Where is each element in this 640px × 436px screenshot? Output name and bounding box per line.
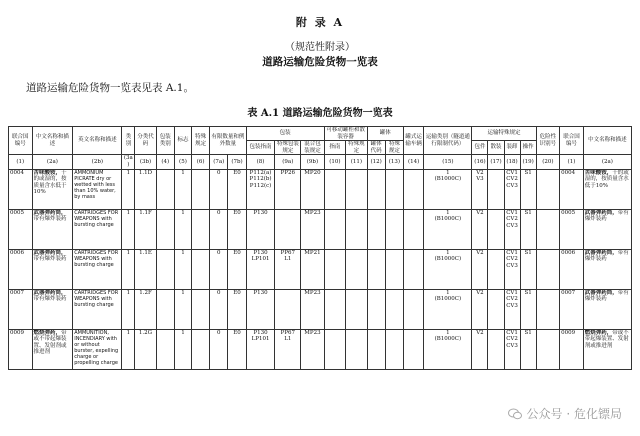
tank-special-cell [385, 209, 403, 249]
packing-instruction-cell-line: LP101 [251, 336, 270, 343]
special-provisions-cell [192, 329, 210, 369]
header-sp-loading: 装卸 [504, 141, 520, 155]
tank-special-cell [385, 249, 403, 289]
tank-vehicle-cell [403, 329, 423, 369]
column-number-cell: (6) [192, 155, 210, 169]
cn-name-cell [32, 169, 73, 209]
tank-special-cell [385, 169, 403, 209]
sp-bulk-cell [488, 169, 504, 209]
column-number-cell: (18) [504, 155, 520, 169]
cn-name-cell [32, 249, 73, 289]
portable-special-cell [346, 329, 367, 369]
column-number-cell: (10) [324, 155, 345, 169]
label-cell: 1 [174, 169, 191, 209]
cn-name-cell-bold: 武器弹药筒， [33, 209, 67, 216]
tank-code-cell [367, 249, 385, 289]
cn-name-repeat-cell-bold: 武器弹药筒， [584, 289, 618, 296]
wechat-icon [508, 408, 522, 420]
sp-loading-cell [504, 209, 520, 249]
transport-category-cell [424, 289, 472, 329]
sp-operation-cell: S1 [520, 249, 536, 289]
column-number-cell: (1) [560, 155, 584, 169]
packing-group-cell [156, 329, 174, 369]
hazard-id-cell [536, 329, 560, 369]
sp-loading-cell-line: CV3 [506, 342, 518, 349]
sp-loading-cell-line: CV1 [506, 329, 518, 336]
packing-instruction-cell [246, 169, 275, 209]
column-number-cell: (1) [9, 155, 33, 169]
cn-name-repeat-cell [583, 289, 631, 329]
cn-name-repeat-cell [583, 249, 631, 289]
cn-name-repeat-cell-rest: 带有爆炸装药 [584, 249, 629, 263]
header-portable-special: 特殊规定 [346, 141, 367, 155]
cn-name-repeat-cell [583, 209, 631, 249]
special-packing-cell: PP67 L1 [275, 249, 301, 289]
mixed-packing-cell: MP23 [301, 289, 325, 329]
packing-instruction-cell-line: P130 [253, 209, 268, 216]
sp-package-cell [472, 169, 488, 209]
header-sp-package: 包件 [472, 141, 488, 155]
mixed-packing-cell: MP23 [301, 209, 325, 249]
header-cn-name-repeat: 中文名称和描述 [583, 127, 631, 155]
header-un-number: 联合国编号 [9, 127, 33, 155]
portable-instruction-cell [324, 329, 345, 369]
dangerous-goods-table-container [8, 126, 632, 432]
packing-instruction-cell [246, 289, 275, 329]
packing-instruction-cell-line: LP101 [251, 256, 270, 263]
class-cell: 1 [122, 329, 135, 369]
header-label: 标志 [174, 127, 191, 155]
transport-category-line: (B1000C) [434, 296, 462, 303]
sp-bulk-cell [488, 289, 504, 329]
cn-name-repeat-cell-bold: 燃烧弹药， [584, 329, 613, 336]
packing-instruction-cell-line: P112(b) [249, 176, 272, 183]
header-portable-tanks: 可移动罐柜和散装容器 [324, 127, 367, 141]
sp-loading-cell [504, 289, 520, 329]
sp-bulk-cell [488, 249, 504, 289]
mixed-packing-cell: MP23 [301, 329, 325, 369]
mixed-packing-cell: MP21 [301, 249, 325, 289]
hazard-id-cell [536, 249, 560, 289]
column-number-cell: (4) [156, 155, 174, 169]
cn-name-cell-bold: 苦味酸铵， [33, 169, 62, 176]
special-packing-cell: PP26 [275, 169, 301, 209]
un-number-cell: 0005 [9, 209, 33, 249]
limited-quantity-cell: 0 [210, 329, 228, 369]
portable-instruction-cell [324, 169, 345, 209]
label-cell: 1 [174, 329, 191, 369]
sp-package-cell [472, 209, 488, 249]
packing-instruction-cell-line: P112(c) [249, 182, 272, 189]
mixed-packing-cell: MP20 [301, 169, 325, 209]
column-number-cell: (9b) [301, 155, 325, 169]
header-transport-special: 运输特殊规定 [472, 127, 536, 141]
class-cell: 1 [122, 209, 135, 249]
hazard-id-cell [536, 169, 560, 209]
header-sp-bulk: 散装 [488, 141, 504, 155]
excepted-quantity-cell: E0 [228, 329, 246, 369]
sp-package-cell-line: V2 [476, 249, 484, 256]
table-row [9, 289, 632, 329]
en-name-cell: CARTRIDGES FOR WEAPONS with bursting charge [73, 289, 122, 329]
portable-special-cell [346, 289, 367, 329]
cn-name-repeat-cell-rest: 带有爆炸装药 [584, 289, 629, 303]
un-number-cell: 0004 [9, 169, 33, 209]
hazard-id-cell [536, 209, 560, 249]
transport-category-line: 1 [446, 329, 450, 336]
column-number-cell: (11) [346, 155, 367, 169]
tank-code-cell [367, 209, 385, 249]
transport-category-line: 1 [446, 209, 450, 216]
appendix-main-title: 道路运输危险货物一览表 [262, 56, 378, 68]
sp-loading-cell-line: CV3 [506, 262, 518, 269]
cn-name-repeat-cell-bold: 武器弹药筒， [584, 249, 618, 256]
transport-category-cell [424, 249, 472, 289]
limited-quantity-cell: 0 [210, 289, 228, 329]
portable-instruction-cell [324, 249, 345, 289]
column-number-cell: (14) [403, 155, 423, 169]
header-portable-instruction: 指南 [324, 141, 345, 155]
classification-code-cell: 1.1F [135, 209, 156, 249]
sp-package-cell-line: V2 [476, 169, 484, 176]
packing-group-cell [156, 289, 174, 329]
en-name-cell: CARTRIDGES FOR WEAPONS with bursting charge [73, 209, 122, 249]
table-body [9, 169, 632, 369]
cn-name-cell-bold: 武器弹药筒， [33, 289, 67, 296]
un-number-repeat-cell: 0009 [560, 329, 584, 369]
watermark-text: 公众号 · 危化镖局 [526, 407, 622, 421]
sp-package-cell-line: V2 [476, 289, 484, 296]
sp-package-cell-line: V2 [476, 329, 484, 336]
special-packing-cell: PP67 L1 [275, 329, 301, 369]
table-row [9, 169, 632, 209]
un-number-repeat-cell: 0007 [560, 289, 584, 329]
sp-loading-cell-line: CV2 [506, 216, 518, 223]
sp-loading-cell-line: CV3 [506, 302, 518, 309]
packing-instruction-cell [246, 209, 275, 249]
un-number-repeat-cell: 0005 [560, 209, 584, 249]
sp-loading-cell-line: CV1 [506, 209, 518, 216]
header-tank: 罐体 [367, 127, 403, 141]
en-name-cell: AMMONIUM PICRATE dry or wetted with less than 10% water, by mass [73, 169, 122, 209]
column-number-cell: (2a) [32, 155, 73, 169]
header-en-name: 英文名称和描述 [73, 127, 122, 155]
header-limited-excepted-quantity: 有限数量和例外数量 [210, 127, 246, 155]
cn-name-cell-rest: 带有爆炸装药 [33, 256, 67, 263]
sp-loading-cell-line: CV2 [506, 256, 518, 263]
special-provisions-cell [192, 249, 210, 289]
column-number-cell: (3b) [135, 155, 156, 169]
sp-package-cell-line: V2 [476, 209, 484, 216]
portable-instruction-cell [324, 209, 345, 249]
excepted-quantity-cell: E0 [228, 289, 246, 329]
portable-special-cell [346, 169, 367, 209]
cn-name-repeat-cell [583, 169, 631, 209]
tank-vehicle-cell [403, 169, 423, 209]
column-number-cell: (12) [367, 155, 385, 169]
packing-instruction-cell-line: P130 [253, 329, 268, 336]
column-number-cell: (13) [385, 155, 403, 169]
column-number-cell: (2b) [73, 155, 122, 169]
header-special-packing: 特殊包装规定 [276, 141, 299, 154]
un-number-cell: 0007 [9, 289, 33, 329]
un-number-cell: 0006 [9, 249, 33, 289]
sp-package-cell [472, 329, 488, 369]
sp-bulk-cell [488, 209, 504, 249]
column-number-cell: (19) [520, 155, 536, 169]
header-mixed-packing: 混合包装规定 [301, 141, 325, 155]
dangerous-goods-table [8, 126, 632, 370]
column-number-cell: (2a) [583, 155, 631, 169]
tank-vehicle-cell [403, 289, 423, 329]
tank-vehicle-cell [403, 209, 423, 249]
header-tank-vehicle: 罐式运输车辆 [403, 127, 423, 155]
cn-name-cell [32, 209, 73, 249]
un-number-cell: 0009 [9, 329, 33, 369]
special-packing-cell [275, 289, 301, 329]
excepted-quantity-cell: E0 [228, 249, 246, 289]
class-cell: 1 [122, 289, 135, 329]
label-cell: 1 [174, 289, 191, 329]
sp-loading-cell-line: CV1 [506, 249, 518, 256]
packing-group-cell [156, 169, 174, 209]
sp-bulk-cell [488, 329, 504, 369]
sp-package-cell [472, 289, 488, 329]
tank-code-cell [367, 169, 385, 209]
cn-name-cell-rest: 带有爆炸装药 [33, 216, 67, 223]
label-cell: 1 [174, 209, 191, 249]
column-number-cell: (7b) [228, 155, 246, 169]
column-number-cell: (16) [472, 155, 488, 169]
excepted-quantity-cell: E0 [228, 169, 246, 209]
header-packaging: 包装 [246, 127, 324, 141]
tank-special-cell [385, 289, 403, 329]
en-name-cell: AMMUNITION, INCENDIARY with or without burster, expelling charge or propelling charge [73, 329, 122, 369]
column-number-cell: (5) [174, 155, 191, 169]
column-number-cell: (3a) [123, 155, 133, 168]
limited-quantity-cell: 0 [210, 249, 228, 289]
sp-loading-cell [504, 169, 520, 209]
header-tank-special: 特殊规定 [385, 141, 403, 155]
label-cell: 1 [174, 249, 191, 289]
header-class: 类别 [122, 127, 135, 155]
header-tank-code: 罐体代码 [367, 141, 385, 155]
cn-name-cell [32, 329, 73, 369]
limited-quantity-cell: 0 [210, 169, 228, 209]
sp-operation-cell: S1 [520, 289, 536, 329]
sp-loading-cell-line: CV2 [506, 336, 518, 343]
transport-category-line: (B1000C) [434, 336, 462, 343]
packing-instruction-cell [246, 249, 275, 289]
class-cell: 1 [122, 169, 135, 209]
sp-loading-cell [504, 249, 520, 289]
header-classification-code: 分类代码 [135, 127, 156, 155]
cn-name-cell-rest: 带或不带起爆装置、发射剂或推进剂 [33, 329, 67, 356]
sp-loading-cell-line: CV3 [506, 182, 518, 189]
tank-code-cell [367, 329, 385, 369]
column-number-cell: (17) [488, 155, 504, 169]
header-hazard-id: 危险性识别号 [536, 127, 560, 155]
sp-package-cell [472, 249, 488, 289]
table-row [9, 329, 632, 369]
en-name-cell: CARTRIDGES FOR WEAPONS with bursting charge [73, 249, 122, 289]
header-packing-instruction: 包装指南 [246, 141, 275, 155]
portable-special-cell [346, 209, 367, 249]
cn-name-cell-rest: 带有爆炸装药 [33, 296, 67, 303]
sp-operation-cell: S1 [520, 169, 536, 209]
transport-category-line: 1 [446, 289, 450, 296]
header-sp-operation: 操作 [520, 141, 536, 155]
cn-name-repeat-cell-rest: 带有爆炸装药 [584, 209, 629, 223]
table-row [9, 209, 632, 249]
cn-name-repeat-cell-bold: 苦味酸铵， [584, 169, 613, 176]
cn-name-cell-bold: 燃烧弹药， [33, 329, 62, 336]
sp-loading-cell-line: CV2 [506, 176, 518, 183]
sp-package-cell-line: V3 [476, 176, 484, 183]
cn-name-repeat-cell [583, 329, 631, 369]
column-number-cell: (9a) [275, 155, 301, 169]
transport-category-line: (B1000C) [434, 216, 462, 223]
column-number-cell: (20) [536, 155, 560, 169]
header-packing-group: 包装类别 [156, 127, 174, 155]
transport-category-line: 1 [446, 169, 450, 176]
sp-loading-cell [504, 329, 520, 369]
column-number-row [9, 155, 632, 169]
column-number-cell: (15) [424, 155, 472, 169]
cn-name-cell [32, 289, 73, 329]
sp-operation-cell: S1 [520, 209, 536, 249]
transport-category-cell [424, 209, 472, 249]
transport-category-line: 1 [446, 249, 450, 256]
packing-group-cell [156, 209, 174, 249]
column-number-cell: (8) [246, 155, 275, 169]
portable-special-cell [346, 249, 367, 289]
classification-code-cell: 1.1D [135, 169, 156, 209]
classification-code-cell: 1.1E [135, 249, 156, 289]
cn-name-repeat-cell-bold: 武器弹药筒， [584, 209, 618, 216]
table-caption: 表 A.1 道路运输危险货物一览表 [247, 108, 393, 119]
header-special-provisions: 特殊规定 [192, 127, 210, 155]
transport-category-cell [424, 329, 472, 369]
packing-instruction-cell-line: P130 [253, 249, 268, 256]
appendix-title: 附 录 A [295, 16, 345, 29]
sp-loading-cell-line: CV1 [506, 169, 518, 176]
portable-instruction-cell [324, 289, 345, 329]
classification-code-cell: 1.2G [135, 329, 156, 369]
excepted-quantity-cell: E0 [228, 209, 246, 249]
transport-category-cell [424, 169, 472, 209]
special-provisions-cell [192, 209, 210, 249]
hazard-id-cell [536, 289, 560, 329]
transport-category-line: (B1000C) [434, 256, 462, 263]
cn-name-repeat-cell-rest: 干的或湿的，按质量含水低于10% [584, 169, 629, 189]
column-number-cell: (7a) [210, 155, 228, 169]
packing-group-cell [156, 249, 174, 289]
cn-name-cell-bold: 武器弹药筒， [33, 249, 67, 256]
limited-quantity-cell: 0 [210, 209, 228, 249]
tank-special-cell [385, 329, 403, 369]
tank-vehicle-cell [403, 249, 423, 289]
tank-code-cell [367, 289, 385, 329]
un-number-repeat-cell: 0006 [560, 249, 584, 289]
intro-paragraph: 道路运输危险货物一览表见表 A.1。 [26, 82, 194, 94]
packing-instruction-cell [246, 329, 275, 369]
special-packing-cell [275, 209, 301, 249]
sp-loading-cell-line: CV3 [506, 222, 518, 229]
class-cell: 1 [122, 249, 135, 289]
sp-loading-cell-line: CV1 [506, 289, 518, 296]
classification-code-cell: 1.2F [135, 289, 156, 329]
header-transport-category: 运输类别（隧道通行限制代码） [424, 127, 472, 155]
special-provisions-cell [192, 289, 210, 329]
header-un-number-repeat: 联合国编号 [560, 127, 584, 155]
cn-name-cell-rest: 干的或湿的，按质量含水低于10% [33, 169, 67, 196]
sp-operation-cell: S1 [520, 329, 536, 369]
header-cn-name: 中文名称和描述 [32, 127, 73, 155]
watermark [508, 405, 622, 422]
cn-name-repeat-cell-rest: 带或不带起爆装置、发射剂或推进剂 [584, 329, 629, 349]
appendix-normative-note: （规范性附录） [285, 42, 355, 53]
packing-instruction-cell-line: P130 [253, 289, 268, 296]
un-number-repeat-cell: 0004 [560, 169, 584, 209]
transport-category-line: (B1000C) [434, 176, 462, 183]
special-provisions-cell [192, 169, 210, 209]
packing-instruction-cell-line: P112(a) [249, 169, 272, 176]
table-row [9, 249, 632, 289]
sp-loading-cell-line: CV2 [506, 296, 518, 303]
